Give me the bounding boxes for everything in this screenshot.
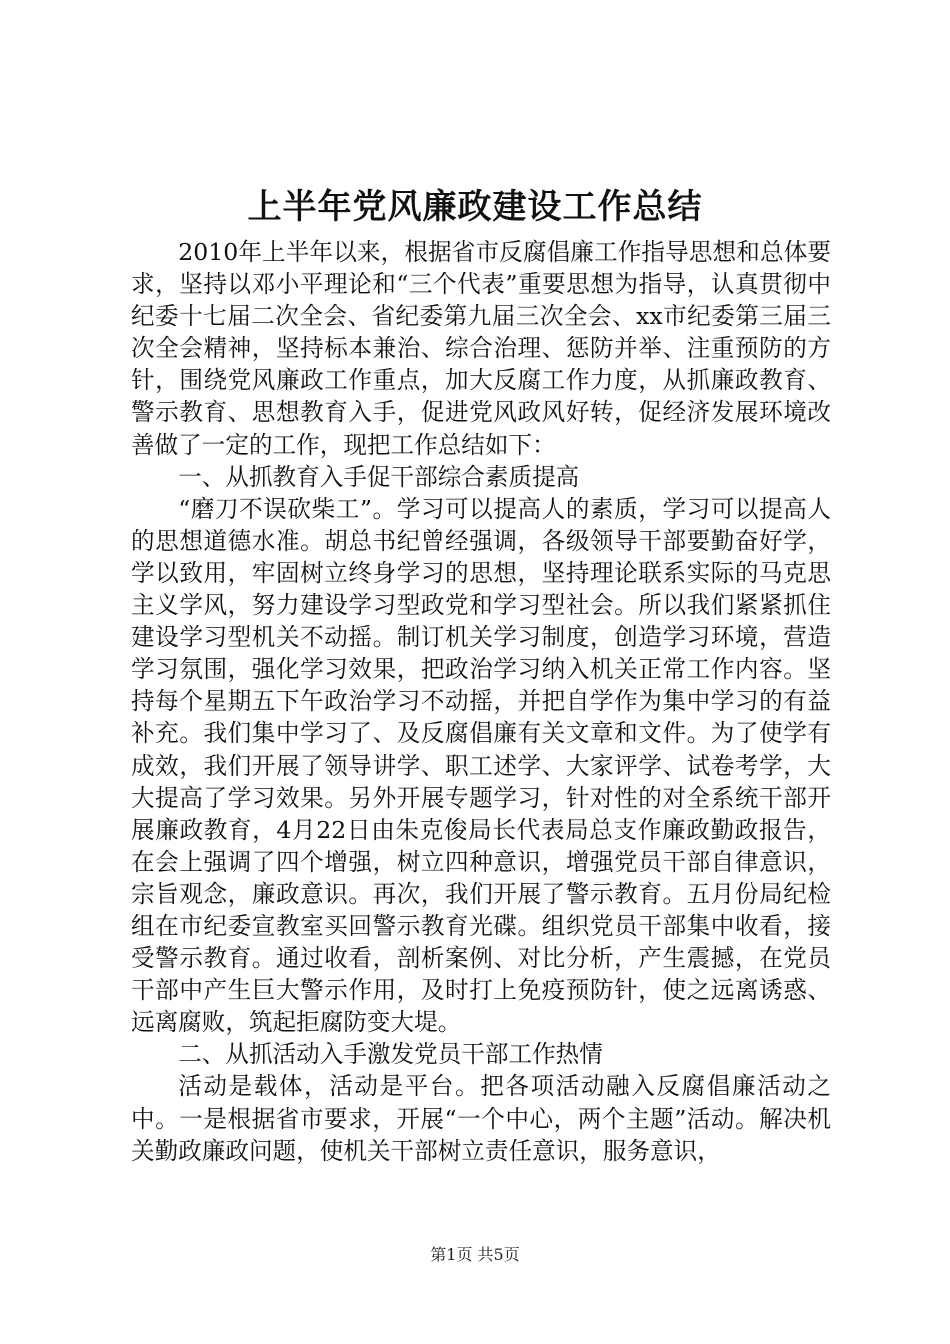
section-heading-1: 一、从抓教育入手促干部综合素质提高 [178,462,580,491]
document-body [131,236,831,1167]
intro-paragraph: 2010年上半年以来，根据省市反腐倡廉工作指导思想和总体要求，坚持以邓小平理论和“三个代表”重要思想为指导，认真贯彻中纪委十七届二次全会、省纪委第九届三次全会、xx市纪委第三届三次全会精神，坚持标本兼治、综合治理、惩防并举、注重预防的方针，围绕党风廉政工作重点，加大反腐工作力度，从抓廉政教育、警示教育、思想教育入手，促进党风政风好转，促经济发展环境改善做了一定的工作，现把工作总结如下： [131,238,831,459]
page-number-footer: 第1页 共5页 [430,1245,520,1264]
section-heading-2: 二、从抓活动入手激发党员干部工作热情 [178,1040,603,1069]
section-2-paragraph: 活动是载体，活动是平台。把各项活动融入反腐倡廉活动之中。一是根据省市要求，开展“一个中心，两个主题”活动。解决机关勤政廉政问题，使机关干部树立责任意识，服务意识， [131,1072,831,1165]
section-1-paragraph: “磨刀不误砍柴工”。学习可以提高人的素质，学习可以提高人的思想道德水准。胡总书纪曾经强调，各级领导干部要勤奋好学，学以致用，牢固树立终身学习的思想，坚持理论联系实际的马克思主义学风，努力建设学习型政党和学习型社会。所以我们紧紧抓住建设学习型机关不动摇。制订机关学习制度，创造学习环境，营造学习氛围，强化学习效果，把政治学习纳入机关正常工作内容。坚持每个星期五下午政治学习不动摇，并把自学作为集中学习的有益补充。我们集中学习了、及反腐倡廉有关文章和文件。为了使学有成效，我们开展了领导讲学、职工述学、大家评学、试卷考学，大大提高了学习效果。另外开展专题学习，针对性的对全系统干部开展廉政教育，4月22日由朱克俊局长代表局总支作廉政勤政报告，在会上强调了四个增强，树立四种意识，增强党员干部自律意识，宗旨观念，廉政意识。再次，我们开展了警示教育。五月份局纪检组在市纪委宣教室买回警示教育光碟。组织党员干部集中收看，接受警示教育。通过收看，剖析案例、对比分析，产生震撼，在党员干部中产生巨大警示作用，及时打上免疫预防针，使之远离诱惑、远离腐败，筑起拒腐防变大堤。 [131,494,831,1037]
document-title: 上半年党风廉政建设工作总结 [247,187,703,227]
